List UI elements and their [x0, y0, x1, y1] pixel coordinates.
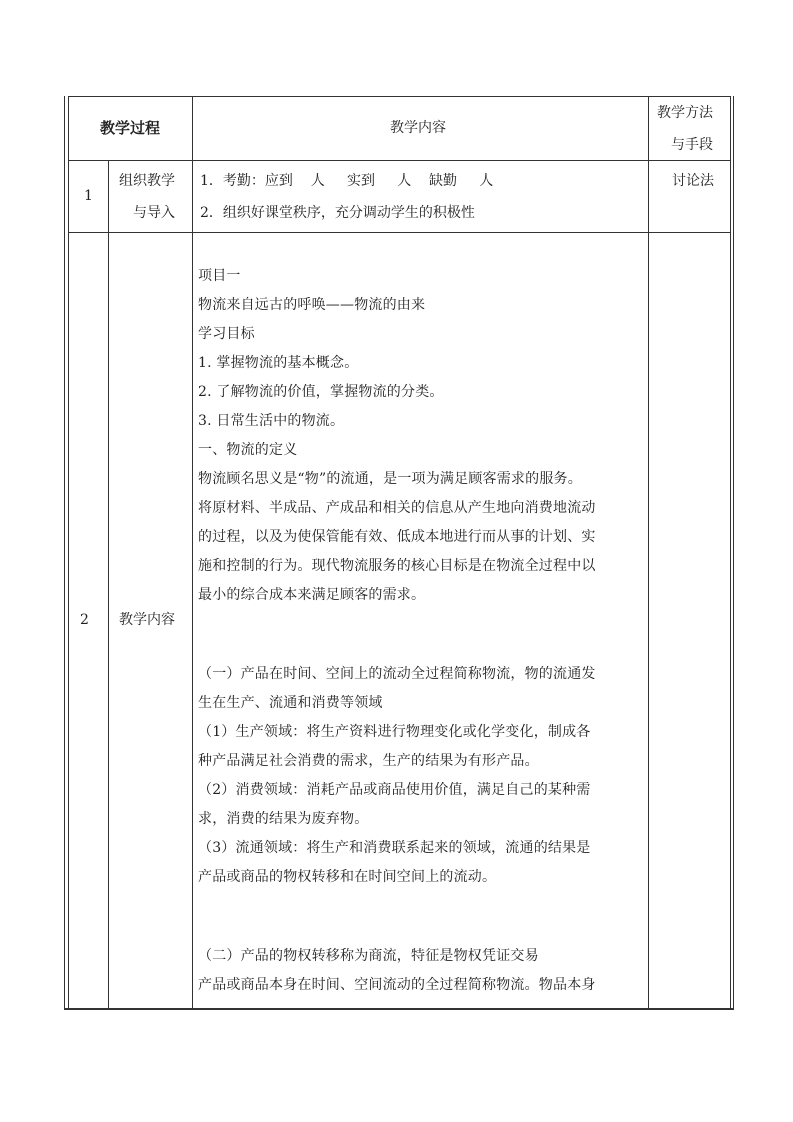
header-process: 教学过程 — [100, 119, 161, 137]
content-line: （一）产品在时间、空间上的流动全过程简称物流，物的流通发 — [198, 666, 596, 682]
content-line: （二）产品的物权转移称为商流，特征是物权凭证交易 — [198, 948, 539, 964]
content-line: （1）生产领域：将生产资料进行物理变化或化学变化，制成各 — [198, 724, 591, 740]
header-method-line2: 与手段 — [671, 137, 713, 153]
content-line: 1. 掌握物流的基本概念。 — [198, 355, 359, 371]
content-line: 最小的综合成本来满足顾客的需求。 — [198, 587, 426, 603]
attendance-line: 1．考勤：应到 人 实到 人 缺勤 人 — [200, 173, 494, 189]
row-divider — [68, 232, 730, 233]
column-divider — [108, 160, 109, 1010]
content-line: （3）流通领域：将生产和消费联系起来的领域，流通的结果是 — [198, 840, 591, 856]
content-line: 物流顾名思义是“物”的流通，是一项为满足顾客需求的服务。 — [198, 471, 582, 487]
content-line: 产品或商品本身在时间、空间流动的全过程简称物流。物品本身 — [198, 977, 596, 993]
header-content: 教学内容 — [390, 120, 446, 136]
table-inner-border-left — [68, 96, 69, 1010]
content-body — [198, 262, 648, 1000]
row-index: 1 — [84, 188, 93, 204]
content-line: 生在生产、流通和消费等领域 — [198, 695, 383, 711]
table-inner-border-right — [730, 96, 731, 1010]
content-line: （2）消费领域：消耗产品或商品使用价值，满足自己的某种需 — [198, 782, 591, 798]
row-index: 2 — [80, 612, 89, 628]
content-line: 种产品满足社会消费的需求，生产的结果为有形产品。 — [198, 753, 539, 769]
content-line: 物流来自远古的呼唤——物流的由来 — [198, 297, 426, 313]
content-line: 产品或商品的物权转移和在时间空间上的流动。 — [198, 869, 497, 885]
content-line: 施和控制的行为。现代物流服务的核心目标是在物流全过程中以 — [198, 558, 596, 574]
row-stage-line1: 组织教学 — [119, 173, 175, 189]
row-divider — [68, 96, 730, 97]
content-line: 2. 了解物流的价值，掌握物流的分类。 — [198, 384, 444, 400]
content-line: 2．组织好课堂秩序，充分调动学生的积极性 — [200, 205, 475, 221]
column-divider — [648, 96, 649, 1010]
content-line: 求，消费的结果为废弃物。 — [198, 811, 369, 827]
content-line: 项目一 — [198, 268, 241, 284]
row-stage: 教学内容 — [119, 612, 175, 628]
row-divider — [68, 160, 730, 161]
content-line: 一、物流的定义 — [198, 442, 298, 458]
row-stage-line2: 与导入 — [133, 205, 175, 221]
content-line: 学习目标 — [198, 326, 255, 342]
header-method-line1: 教学方法 — [657, 105, 713, 121]
content-line: 的过程，以及为使保管能有效、低成本地进行而从事的计划、实 — [198, 529, 596, 545]
column-divider — [192, 96, 193, 1010]
row-method: 讨论法 — [672, 173, 714, 189]
blank-line — [198, 610, 648, 660]
content-line: 将原材料、半成品、产成品和相关的信息从产生地向消费地流动 — [198, 500, 596, 516]
blank-line — [198, 892, 648, 942]
content-line: 3. 日常生活中的物流。 — [198, 413, 345, 429]
